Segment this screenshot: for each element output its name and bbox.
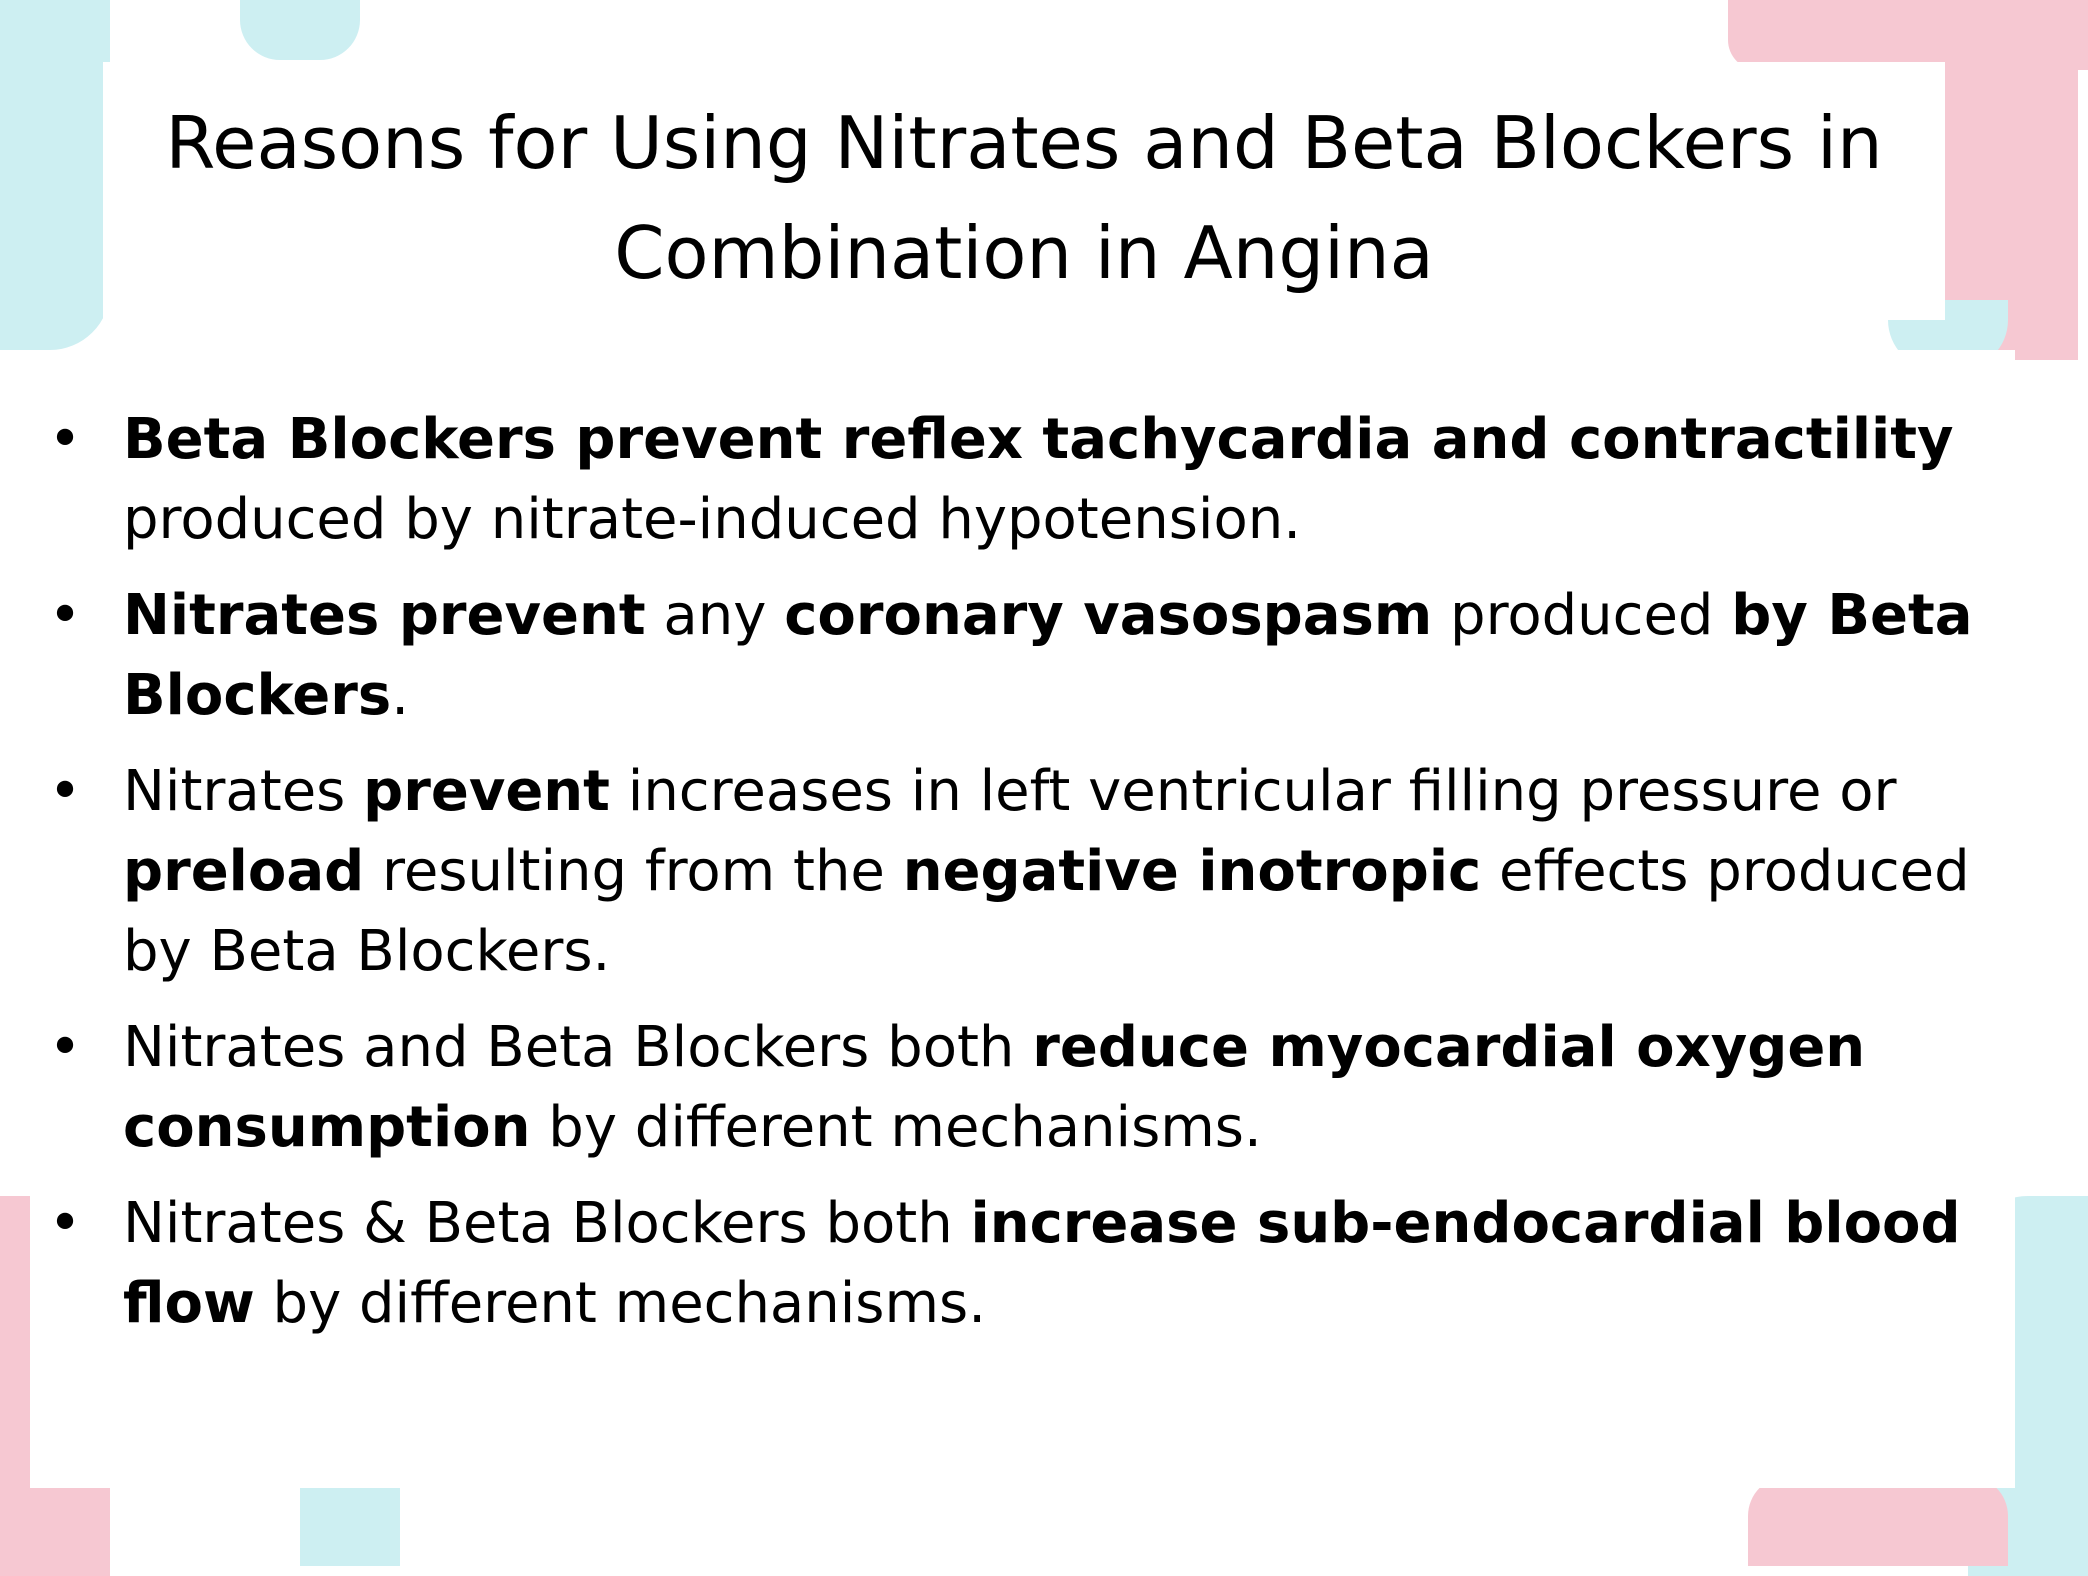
- bullet-text-bold: Beta Blockers prevent reflex tachycardia and contractility: [123, 407, 1954, 472]
- bullet-text-bold: preload: [123, 839, 365, 904]
- bullet-text-bold: prevent: [363, 759, 610, 824]
- bullet-text: any: [645, 583, 785, 648]
- decorative-puzzle-piece: [240, 0, 360, 60]
- bullet-text: produced: [1432, 583, 1732, 648]
- bullet-list: [45, 400, 1985, 1360]
- bullet-item: [45, 400, 1985, 560]
- bullet-text: by different mechanisms.: [254, 1271, 986, 1336]
- bullet-marker: •: [48, 1191, 82, 1256]
- slide-title: Reasons for Using Nitrates and Beta Blockers in Combination in Angina: [165, 101, 1883, 295]
- decorative-puzzle-piece: [1748, 1476, 2008, 1566]
- bullet-text-bold: coronary vasospasm: [784, 583, 1433, 648]
- bullet-text: increases in left ventricular filling pressure or: [609, 759, 1897, 824]
- bullet-text: produced by nitrate-induced hypotension.: [123, 487, 1301, 552]
- bullet-item: [45, 1008, 1985, 1168]
- bullet-text-bold: reduce myocardial oxygen consumption: [123, 1015, 1866, 1160]
- decorative-puzzle-piece: [0, 0, 110, 350]
- bullet-text-bold: negative inotropic: [902, 839, 1482, 904]
- bullet-text-bold: Nitrates prevent: [123, 583, 646, 648]
- bullet-marker: •: [48, 1015, 82, 1080]
- bullet-text: Nitrates: [123, 759, 364, 824]
- bullet-item: [45, 1184, 1985, 1344]
- bullet-marker: •: [48, 583, 82, 648]
- bullet-text: .: [391, 663, 410, 728]
- bullet-text-bold: by Beta Blockers: [123, 583, 1973, 728]
- bullet-item: [45, 576, 1985, 736]
- bullet-text: resulting from the: [364, 839, 903, 904]
- bullet-text: Nitrates & Beta Blockers both: [123, 1191, 971, 1256]
- bullet-marker: •: [48, 759, 82, 824]
- bullet-text-bold: increase sub-endocardial blood flow: [123, 1191, 1961, 1336]
- bullet-text: effects produced by Beta Blockers.: [123, 839, 1970, 984]
- bullet-text: Nitrates and Beta Blockers both: [123, 1015, 1033, 1080]
- bullet-item: [45, 752, 1985, 992]
- bullet-text: by different mechanisms.: [530, 1095, 1262, 1160]
- bullet-marker: •: [48, 407, 82, 472]
